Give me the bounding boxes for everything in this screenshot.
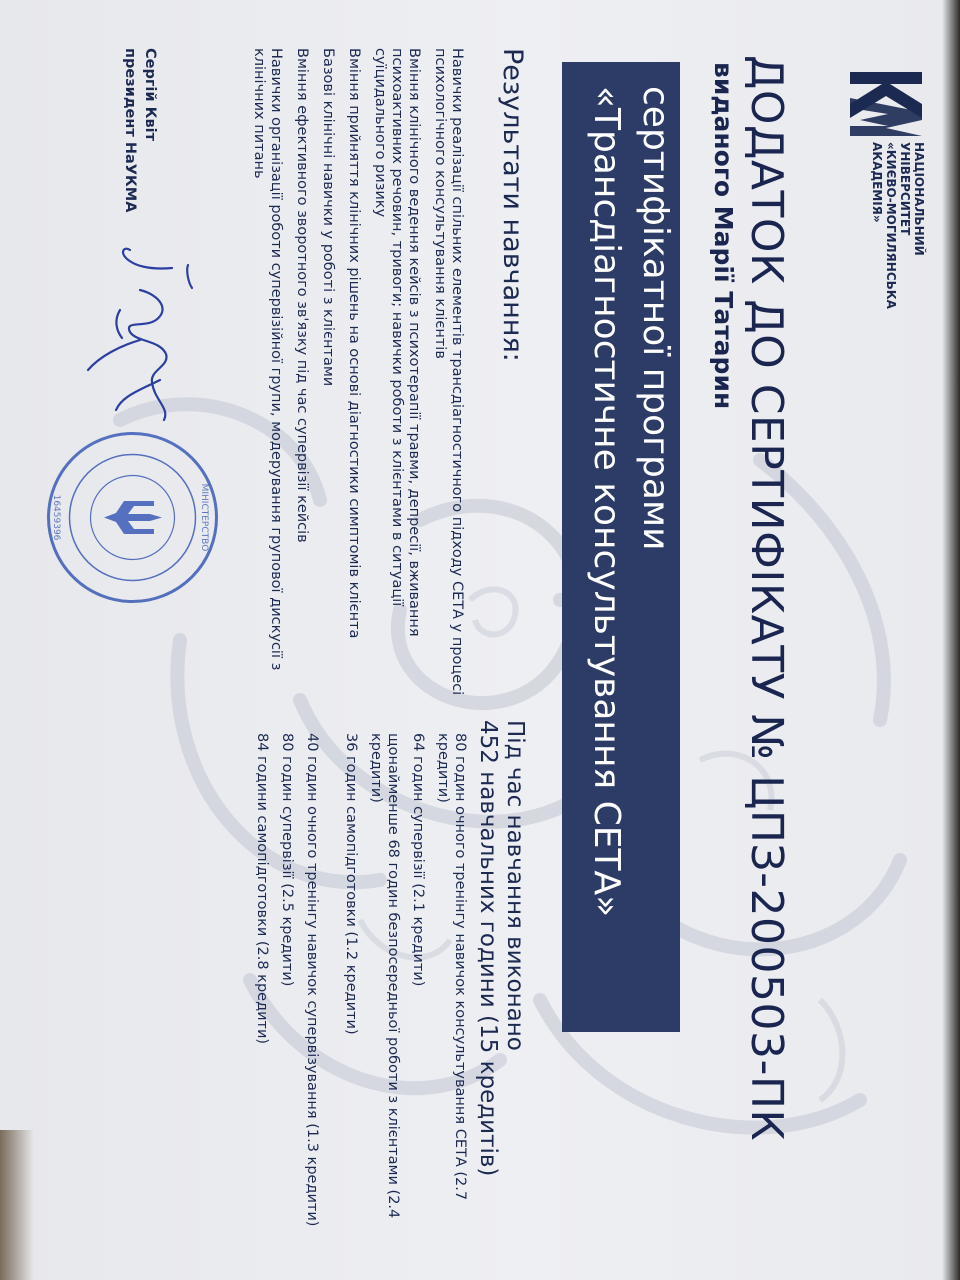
results-heading: Результати навчання: (497, 48, 528, 362)
result-item: Вміння клінічного ведення кейсів з психотерапії травми, депресії, вживання психоактивних речовин, тривоги; навички роботи з клієнтами в ситуації суїцидального ризику (372, 48, 422, 637)
result-item: Вміння ефективного зворотного зв'язку під час супервізії кейсів (294, 48, 310, 543)
hours-item: щонайменше 68 годин безпосередньої роботи з клієнтами (2.4 кредити) (368, 733, 401, 1219)
svg-text:16459396: 16459396 (51, 494, 61, 541)
signatory-name: Сергій Квіт (142, 48, 158, 142)
kma-logo-icon (842, 68, 930, 138)
university-name: НАЦІОНАЛЬНИЙ УНІВЕРСИТЕТ «КИЄВО-МОГИЛЯНСЬКА АКАДЕМІЯ» (870, 142, 926, 309)
result-item: Базові клінічні навички у роботі з клієнтами (320, 48, 336, 387)
document-title: ДОДАТОК ДО СЕРТИФІКАТУ № ЦПЗ-200503-ПК (741, 55, 792, 1142)
svg-text:МІНІСТЕРСТВО: МІНІСТЕРСТВО (199, 483, 209, 552)
hours-item: 64 годин супервізії (2.1 кредити) (410, 733, 426, 987)
program-label: сертифікатної програми (635, 86, 676, 551)
hours-item: 84 години самопідготовки (2.8 кредити) (254, 733, 270, 1045)
hours-item: 80 годин супервізії (2.5 кредити) (279, 733, 295, 987)
signatory-role: президент НаУКМА (122, 48, 138, 213)
ukraine-trident-icon (104, 501, 162, 534)
results-list (241, 48, 465, 698)
program-name: «Трансдіагностичне консультування СЕТА» (586, 86, 627, 918)
result-item: Вміння прийняття клінічних рішень на основі діагностики симптомів клієнта (346, 48, 362, 639)
result-item: Навички реалізації спільних елементів трансдіагностичного підходу СЕТА у процесі психологічного консультування клієнтів (432, 48, 465, 696)
result-item: Навички організації роботи супервізійної групи, модерування групової дискусії з клінічних питань (251, 48, 284, 671)
hours-item: 36 годин самопідготовки (1.2 кредити) (343, 733, 359, 1035)
hours-list (245, 733, 468, 1273)
hours-item: 40 годин очного тренінгу навичок супервізування (1.3 кредити) (304, 733, 320, 1227)
official-seal (45, 430, 220, 605)
hours-item: 80 годин очного тренінгу навичок консультування СЕТА (2.7 кредити) (435, 733, 468, 1201)
hours-heading: Під час навчання виконано 452 навчальних години (15 кредитів) (475, 720, 528, 1177)
recipient-name: виданого Марії Татарин (709, 62, 738, 410)
handwritten-signature (80, 170, 200, 470)
